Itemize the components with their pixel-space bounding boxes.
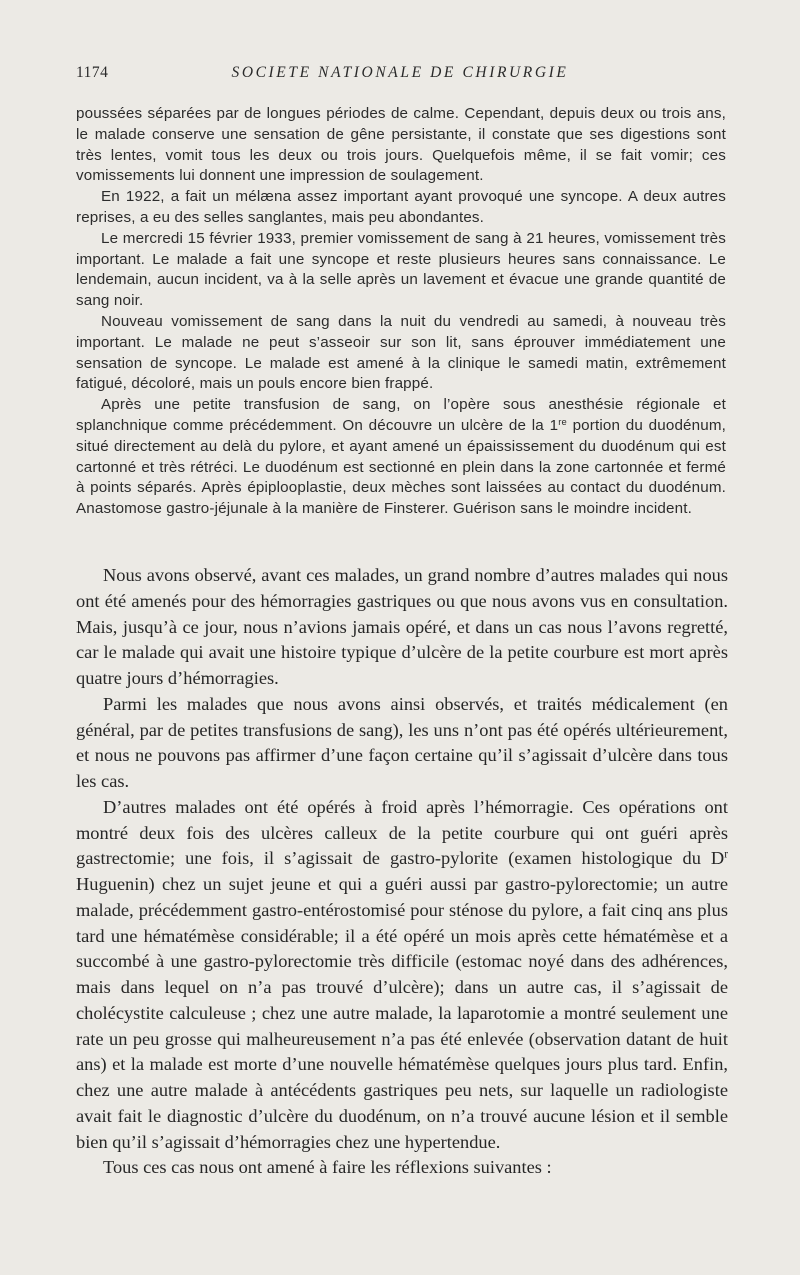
- case-report-section: [76, 104, 726, 520]
- small-paragraph: Le mercredi 15 février 1933, premier vomissement de sang à 21 heures, vomissement très important. Le malade a fait une syncope et reste plusieurs heures sans connaissance. Le lendemain, aucun incident, va à la selle après un lavement et évacue une grande quantité de sang noir.: [76, 229, 726, 310]
- small-paragraph: poussées séparées par de longues périodes de calme. Cependant, depuis deux ou trois ans, le malade conserve une sensation de gêne persistante, il constate que ses digestions sont très lentes, vomit tous les deux ou trois jours. Quelquefois même, il se fait vomir; ces vomissements lui donnent une impression de soulagement.: [76, 105, 726, 185]
- text-run: D’autres malades ont été opérés à froid après l’hémorragie. Ces opérations ont montré deux fois des ulcères calleux de la petite courbure qui ont guéri après gastrectomie; une fois, il s’agissait de gastro-pylorite (examen histologique du D: [76, 796, 728, 869]
- small-paragraph: Nouveau vomissement de sang dans la nuit du vendredi au samedi, à nouveau très important. Le malade ne peut s’asseoir sur son lit, sans éprouver immédiatement une sensation de syncope. Le malade est amené à la clinique le samedi matin, extrêmement fatigué, décoloré, mais un pouls encore bien frappé.: [76, 312, 726, 393]
- body-paragraph: Tous ces cas nous ont amené à faire les réflexions suivantes :: [103, 1157, 552, 1178]
- small-paragraph: [76, 395, 726, 520]
- small-paragraph: En 1922, a fait un mélæna assez important ayant provoqué une syncope. A deux autres reprises, a eu des selles sanglantes, mais peu abondantes.: [76, 188, 726, 226]
- body-paragraph: Nous avons observé, avant ces malades, un grand nombre d’autres malades qui nous ont été amenés pour des hémorragies gastriques ou que nous avons vus en consultation. Mais, jusqu’à ce jour, nous n’avions jamais opéré, et dans un cas nous l’avons regretté, car le malade qui avait une histoire typique d’ulcère de la petite courbure est mort après quatre jours d’hémorragies.: [76, 565, 728, 688]
- discussion-section: [76, 563, 728, 1181]
- text-run: Huguenin) chez un sujet jeune et qui a guéri aussi par gastro-pylorectomie; un autre malade, précédemment gastro-entérostomisé pour sténose du pylore, a fait cinq ans plus tard une hématémèse considérable; il a été opéré un mois après cette hématémèse et a succombé à une gastro-pylorectomie très difficile (estomac noyé dans des adhérences, mais dans lequel on n’a pas trouvé d’ulcère); dans un autre cas, il s’agissait de cholécystite calculeuse ; chez une autre malade, la laparotomie a montré seulement une rate un peu grosse qui malheureusement n’a pas été enlevée (observation datant de huit ans) et la malade est morte d’une nouvelle hématémèse quelques jours plus tard. Enfin, chez une autre malade à antécédents gastriques peu nets, sur laquelle un radiologiste avait fait le diagnostic d’ulcère du duodénum, on n’a trouvé aucune lésion et il semble bien qu’il s’agissait d’hémorragies chez une hypertendue.: [76, 874, 728, 1152]
- body-paragraph: [76, 795, 728, 1156]
- page-number: 1174: [76, 64, 109, 81]
- running-title: SOCIETE NATIONALE DE CHIRURGIE: [231, 64, 569, 81]
- superscript: re: [558, 415, 567, 427]
- text-run: portion du duodénum, situé directement au delà du pylore, et ayant amené un épaississement du duodénum qui est cartonné et très rétréci. Le duodénum est sectionné en plein dans la zone cartonnée et fermé à points séparés. Après épiplooplastie, deux mèches sont laissées au contact du duodénum. Anastomose gastro-jéjunale à la manière de Finsterer. Guérison sans le moindre incident.: [76, 416, 726, 518]
- text-run: Après une petite transfusion de sang, on l’opère sous anesthésie régionale et splanchnique comme précédemment. On découvre un ulcère de la 1: [76, 396, 726, 434]
- body-paragraph: Parmi les malades que nous avons ainsi observés, et traités médicalement (en général, par de petites transfusions de sang), les uns n’ont pas été opérés ultérieurement, et nous ne pouvons pas affirmer d’une façon certaine qu’il s’agissait d’ulcère dans tous les cas.: [76, 693, 728, 791]
- page-header: [76, 64, 724, 86]
- superscript: r: [724, 848, 728, 861]
